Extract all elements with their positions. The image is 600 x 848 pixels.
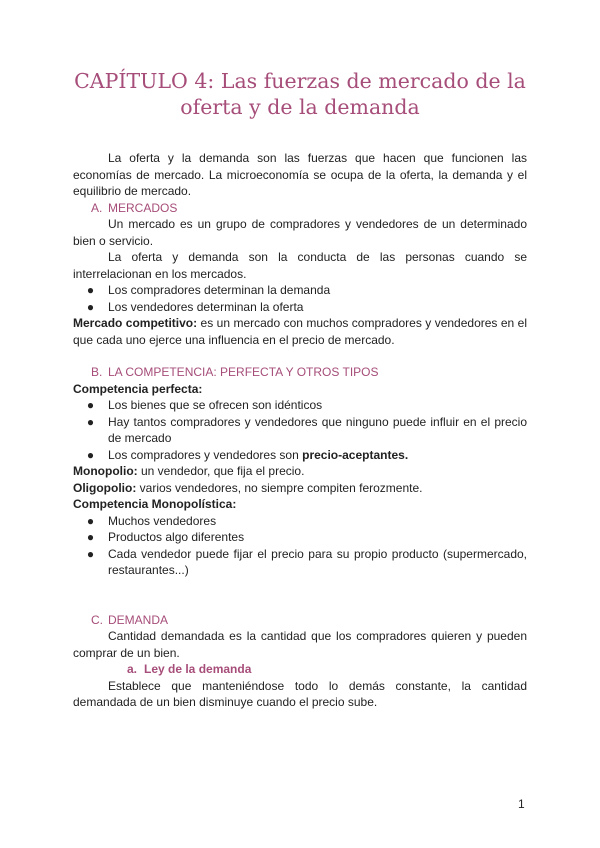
section-b-title: LA COMPETENCIA: PERFECTA Y OTROS TIPOS xyxy=(108,365,379,379)
list-item xyxy=(73,513,527,530)
monopolio-definition xyxy=(73,463,527,480)
list-item-text: Los vendedores determinan la oferta xyxy=(108,299,304,314)
subsection-letter: a. xyxy=(127,662,138,676)
definition-text: varios vendedores, no siempre compiten ferozmente. xyxy=(136,480,423,495)
section-c-paragraph-1: Cantidad demandada es la cantidad que los compradores quieren y pueden comprar de un bien. xyxy=(73,629,527,660)
list-item xyxy=(73,282,527,299)
competencia-monopolistica-list xyxy=(73,513,527,579)
section-a-letter: A. xyxy=(91,200,103,215)
page-number: 1 xyxy=(518,797,525,811)
definition-term: Monopolio: xyxy=(73,464,138,478)
list-item-text xyxy=(108,447,527,464)
bullet-icon: ● xyxy=(86,530,95,544)
competencia-perfecta-term: Competencia perfecta: xyxy=(73,381,203,396)
section-b-letter: B. xyxy=(91,365,103,379)
bullet-icon: ● xyxy=(86,447,95,462)
list-item xyxy=(73,546,527,579)
list-item-text: Productos algo diferentes xyxy=(108,530,245,544)
section-b-heading xyxy=(73,364,527,381)
bullet-icon: ● xyxy=(86,283,95,297)
list-item-text: Muchos vendedores xyxy=(108,513,217,528)
list-item-text: Hay tantos compradores y vendedores que ninguno puede influir en el precio de mercado xyxy=(108,414,527,445)
bullet-icon: ● xyxy=(86,546,95,561)
section-a-paragraph-1: Un mercado es un grupo de compradores y vendedores de un determinado bien o servicio. xyxy=(73,217,527,248)
intro-paragraph: La oferta y la demanda son las fuerzas que hacen que funcionen las economías de mercado. La microeconomía se ocupa de la oferta, la demanda y el equilibrio de mercado. xyxy=(73,151,527,198)
competencia-perfecta-list xyxy=(73,397,527,463)
section-c-heading xyxy=(73,612,527,629)
bullet-icon: ● xyxy=(86,414,95,429)
definition-text: un vendedor, que fija el precio. xyxy=(137,464,305,478)
list-item xyxy=(73,397,527,414)
definition-term: Oligopolio: xyxy=(73,480,137,495)
list-item-text-bold: precio-aceptantes. xyxy=(302,447,409,462)
section-a-title: MERCADOS xyxy=(108,200,178,215)
list-item xyxy=(73,529,527,546)
definition-text: es un mercado con muchos compradores y vendedores en el que cada uno ejerce una influencia en el precio de mercado. xyxy=(73,316,527,347)
list-item xyxy=(73,447,527,464)
list-item xyxy=(73,299,527,316)
ley-demanda-paragraph: Establece que manteniéndose todo lo demás constante, la cantidad demandada de un bien disminuye cuando el precio sube. xyxy=(73,678,527,709)
ley-demanda-heading xyxy=(73,661,527,678)
competencia-monopolistica-term: Competencia Monopolística: xyxy=(73,497,237,511)
section-c-title: DEMANDA xyxy=(108,612,169,627)
oligopolio-definition xyxy=(73,480,527,497)
section-a-heading xyxy=(73,200,527,217)
section-a-paragraph-2: La oferta y demanda son la conducta de las personas cuando se interrelacionan en los mercados. xyxy=(73,250,527,281)
definition-term: Mercado competitivo: xyxy=(73,316,198,330)
bullet-icon: ● xyxy=(86,513,95,528)
bullet-icon: ● xyxy=(86,299,95,314)
section-c-letter: C. xyxy=(91,612,103,627)
document-body xyxy=(73,150,527,711)
list-item xyxy=(73,414,527,447)
chapter-title: CAPÍTULO 4: Las fuerzas de mercado de la oferta y de la demanda xyxy=(74,69,526,119)
bullet-icon: ● xyxy=(86,398,95,412)
list-item-text-plain: Los compradores y vendedores son xyxy=(108,447,303,462)
section-a-bullet-list xyxy=(73,282,527,315)
mercado-competitivo-definition xyxy=(73,315,527,348)
list-item-text: Los compradores determinan la demanda xyxy=(108,283,331,297)
subsection-title: Ley de la demanda xyxy=(144,662,252,676)
list-item-text: Cada vendedor puede fijar el precio para su propio producto (supermercado, restaurantes...) xyxy=(108,546,527,577)
list-item-text: Los bienes que se ofrecen son idénticos xyxy=(108,398,323,412)
